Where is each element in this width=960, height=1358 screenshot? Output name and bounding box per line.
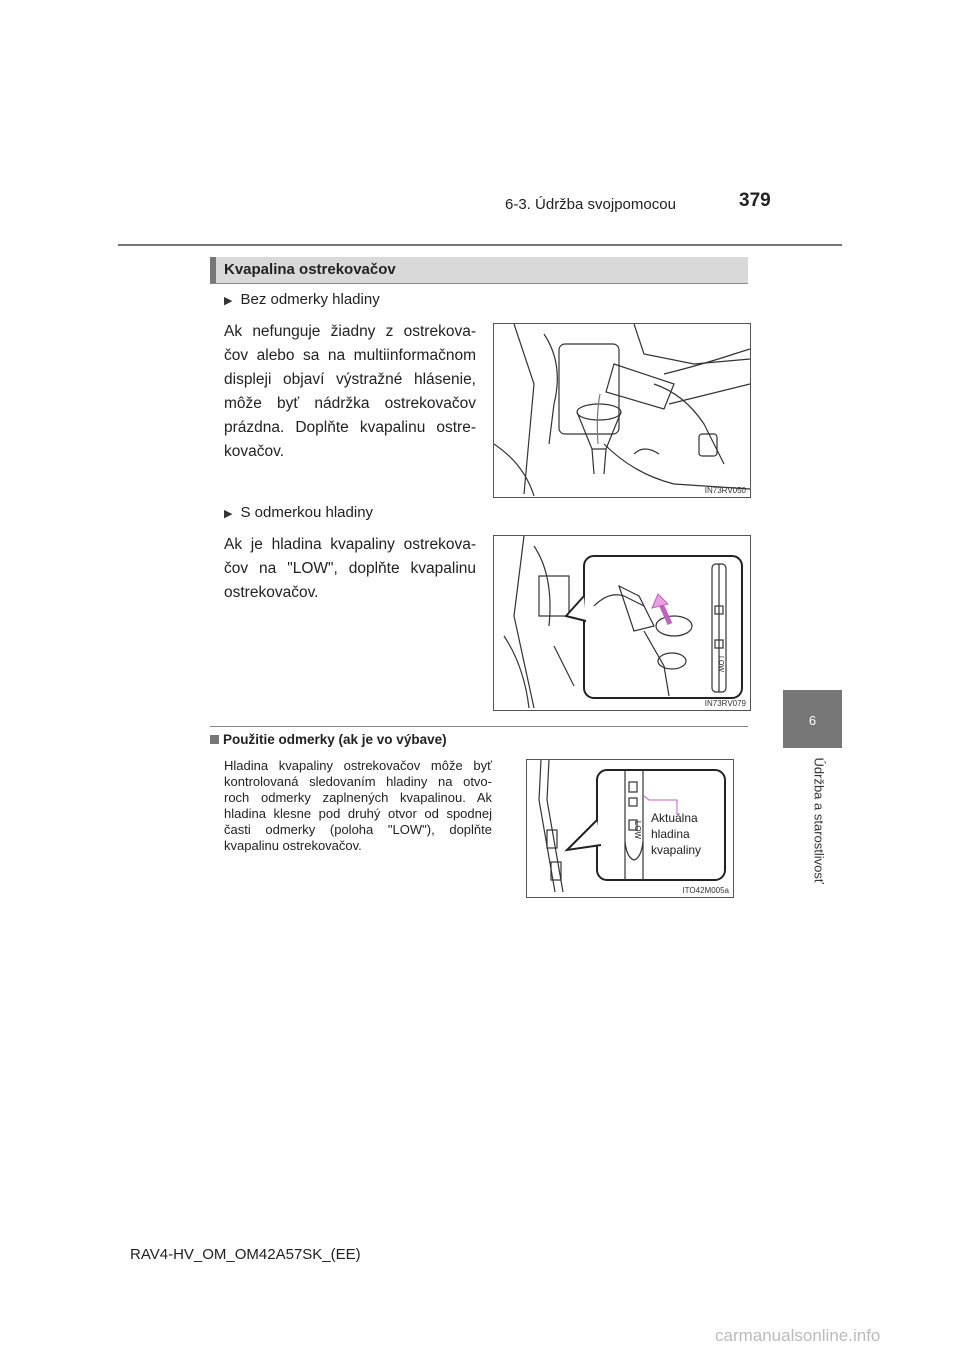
level-callout: Aktuálna hladina kvapaliny — [651, 811, 702, 857]
bullet-triangle-icon: ▶ — [224, 508, 233, 520]
footer-doc-id: RAV4-HV_OM_OM42A57SK_(EE) — [130, 1246, 361, 1263]
item2-paragraph: Ak je hladina kvapaliny ostrekova- čov na "LOW", doplňte kvapalinu ostrekovačov. — [224, 536, 476, 601]
section-header: 6-3. Údržba svojpomocou — [505, 196, 676, 213]
section-title: Kvapalina ostrekovačov — [224, 261, 396, 278]
figure-code: IN73RV079 — [704, 699, 746, 708]
watermark: carmanualsonline.info — [715, 1326, 881, 1345]
section-title-accent — [210, 257, 216, 283]
dipstick-low-label: LOW — [633, 820, 642, 840]
figure-code: ITO42M005a — [682, 886, 729, 895]
item2-heading: ▶ S odmerkou hladiny — [224, 504, 374, 521]
square-bullet-icon — [210, 735, 219, 744]
gauge-illustration — [494, 536, 750, 710]
page-number: 379 — [739, 190, 771, 211]
chapter-label: Údržba a starostlivosť — [811, 757, 827, 884]
bullet-triangle-icon: ▶ — [224, 295, 233, 307]
figure-level-gauge — [493, 535, 751, 711]
item1-paragraph: Ak nefunguje žiadny z ostrekova- čov alebo sa na multiinformačnom displeji objaví výstražné hlásenie, môže byť nádržka ostrekovačov prázdna. Doplňte kvapalinu ostre- kovačov. — [224, 323, 476, 460]
item1-heading: ▶ Bez odmerky hladiny — [224, 291, 380, 308]
subsection-paragraph: Hladina kvapaliny ostrekovačov môže byť kontrolovaná sledovaním hladiny na otvo- roch odmerky zaplnených kvapalinou. Ak hladina klesne pod druhý otvor od spodnej časti odmerky (poloha "LOW"), doplňte kvapalinu ostrekovačov. — [224, 758, 492, 853]
chapter-label-wrap — [812, 757, 826, 897]
gauge-low-label: LOW — [717, 656, 724, 672]
header-rule — [118, 244, 842, 246]
section-title-rule — [210, 283, 748, 284]
funnel-illustration — [494, 324, 750, 497]
subsection-rule — [210, 726, 748, 727]
figure-refill-funnel — [493, 323, 751, 498]
figure-code: IN73RV050 — [704, 486, 746, 495]
chapter-number: 6 — [808, 713, 817, 728]
figure-dipstick-closeup — [526, 759, 734, 898]
subsection-heading: Použitie odmerky (ak je vo výbave) — [210, 732, 447, 747]
